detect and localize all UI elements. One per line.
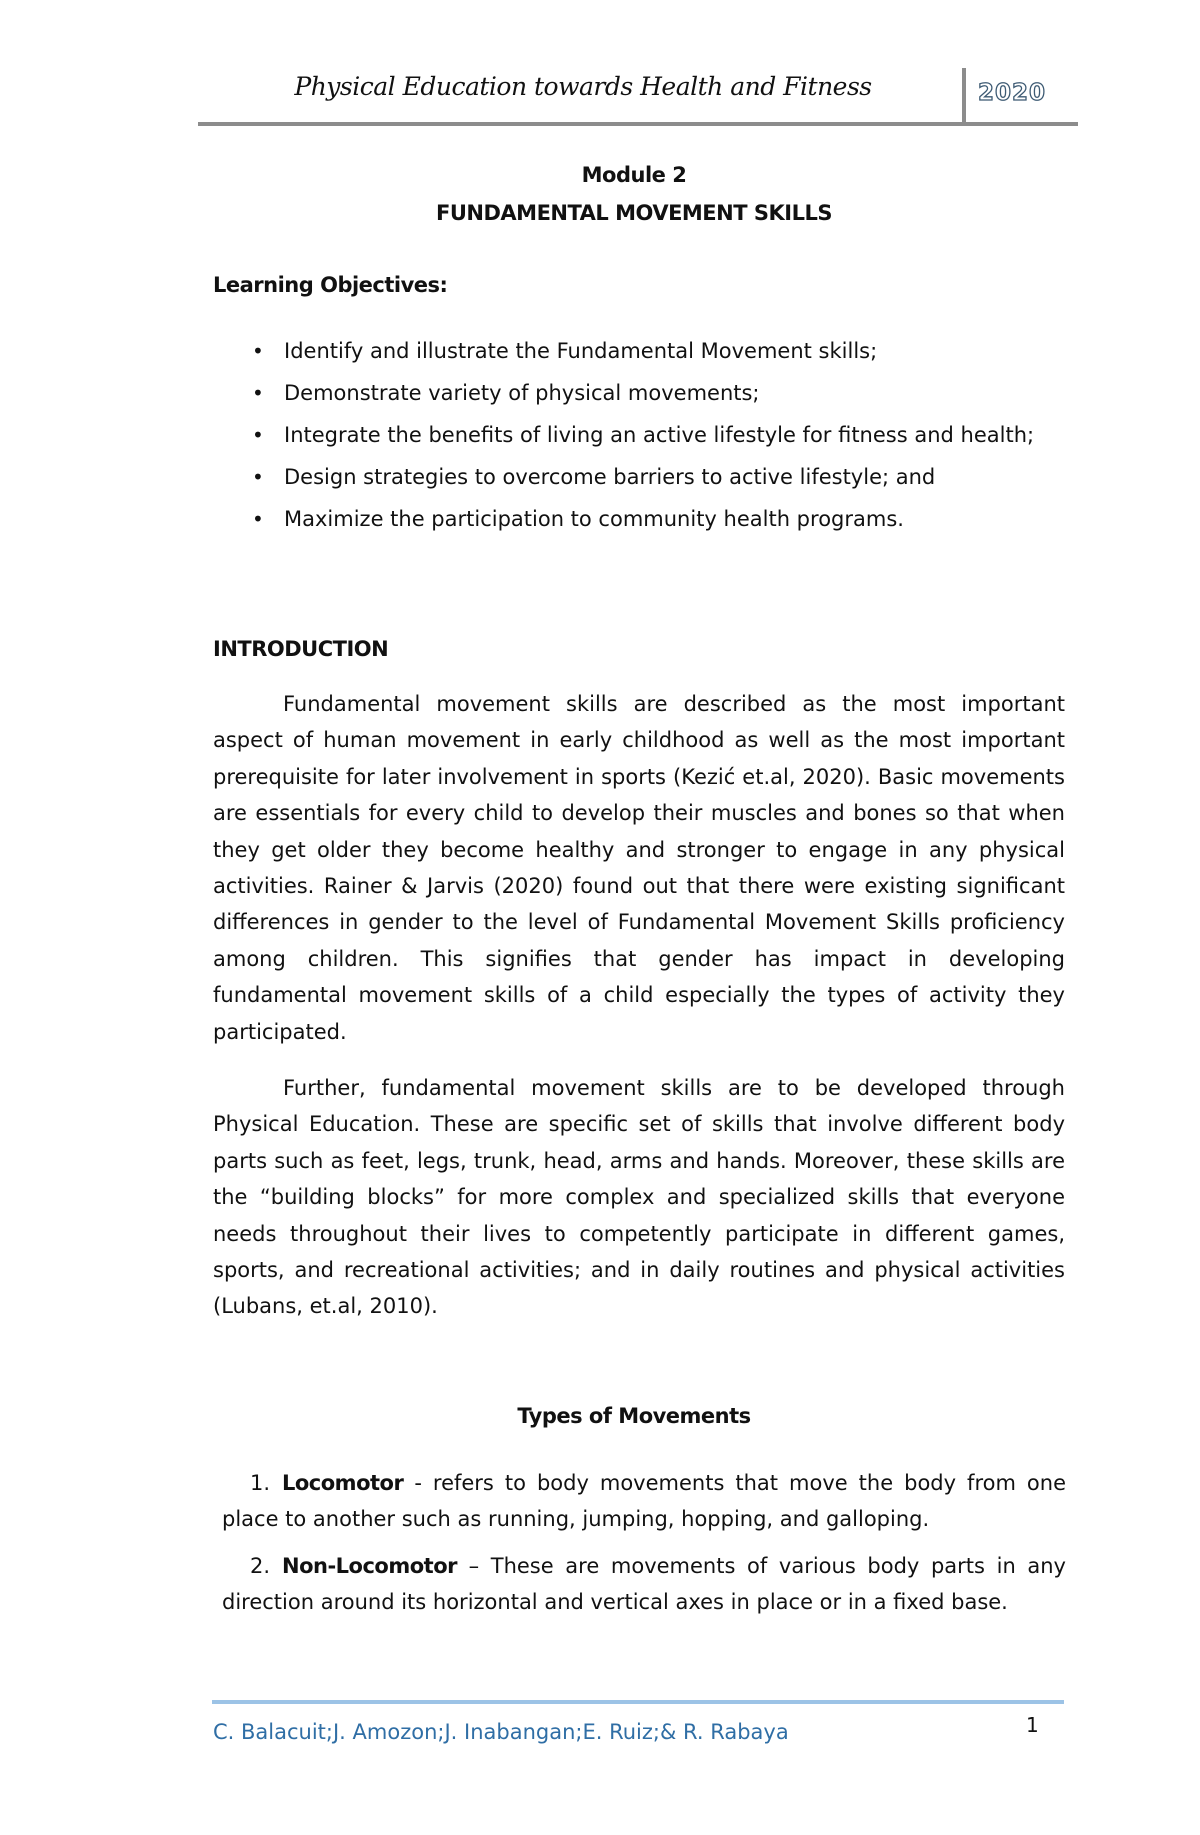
movement-type-item	[222, 1548, 1066, 1620]
header-rule	[198, 122, 1078, 126]
header-year: 2020	[978, 80, 1047, 106]
objective-item: • Integrate the benefits of living an active lifestyle for fitness and health;	[240, 414, 1066, 456]
header-divider	[962, 68, 966, 125]
objective-item: • Demonstrate variety of physical movements;	[240, 372, 1066, 414]
movement-term: Non-Locomotor	[282, 1554, 457, 1578]
introduction-heading: INTRODUCTION	[213, 637, 389, 661]
item-number: 1.	[250, 1471, 271, 1495]
movement-types-list	[222, 1465, 1066, 1631]
objective-item: • Identify and illustrate the Fundamental Movement skills;	[240, 330, 1066, 372]
movement-description: - refers to body movements that move the body from one place to another such as running, jumping, hopping, and galloping.	[222, 1471, 1066, 1531]
module-title: FUNDAMENTAL MOVEMENT SKILLS	[436, 201, 832, 225]
footer-authors: C. Balacuit;J. Amozon;J. Inabangan;E. Ruiz;& R. Rabaya	[213, 1720, 789, 1744]
movement-description: – These are movements of various body parts in any direction around its horizontal and vertical axes in place or in a fixed base.	[222, 1554, 1066, 1614]
objective-item: • Maximize the participation to community health programs.	[240, 498, 1066, 540]
footer-rule	[212, 1700, 1064, 1704]
objective-item: • Design strategies to overcome barriers to active lifestyle; and	[240, 456, 1066, 498]
movement-term: Locomotor	[282, 1471, 404, 1495]
introduction-paragraph: Fundamental movement skills are described as the most important aspect of human movement in early childhood as well as the most important prerequisite for later involvement in sports (Kezić et.al, 2020). Basic movements are essentials for every child to develop their muscles and bones so that when they get older they become healthy and stronger to engage in any physical activities. Rainer & Jarvis (2020) found out that there were existing significant differences in gender to the level of Fundamental Movement Skills proficiency among children. This signifies that gender has impact in developing fundamental movement skills of a child especially the types of activity they participated.	[213, 692, 1065, 1044]
movement-type-item	[222, 1465, 1066, 1537]
learning-objectives-heading: Learning Objectives:	[213, 273, 448, 297]
page-number: 1	[1026, 1713, 1039, 1737]
types-of-movements-heading: Types of Movements	[517, 1404, 751, 1428]
introduction-paragraph: Further, fundamental movement skills are to be developed through Physical Education. These are specific set of skills that involve different body parts such as feet, legs, trunk, head, arms and hands. Moreover, these skills are the “building blocks” for more complex and specialized skills that everyone needs throughout their lives to competently participate in different games, sports, and recreational activities; and in daily routines and physical activities (Lubans, et.al, 2010).	[213, 1076, 1065, 1319]
module-number: Module 2	[581, 163, 687, 187]
running-header-title: Physical Education towards Health and Fitness	[294, 72, 872, 101]
item-number: 2.	[250, 1554, 271, 1578]
learning-objectives-list	[240, 330, 1066, 540]
